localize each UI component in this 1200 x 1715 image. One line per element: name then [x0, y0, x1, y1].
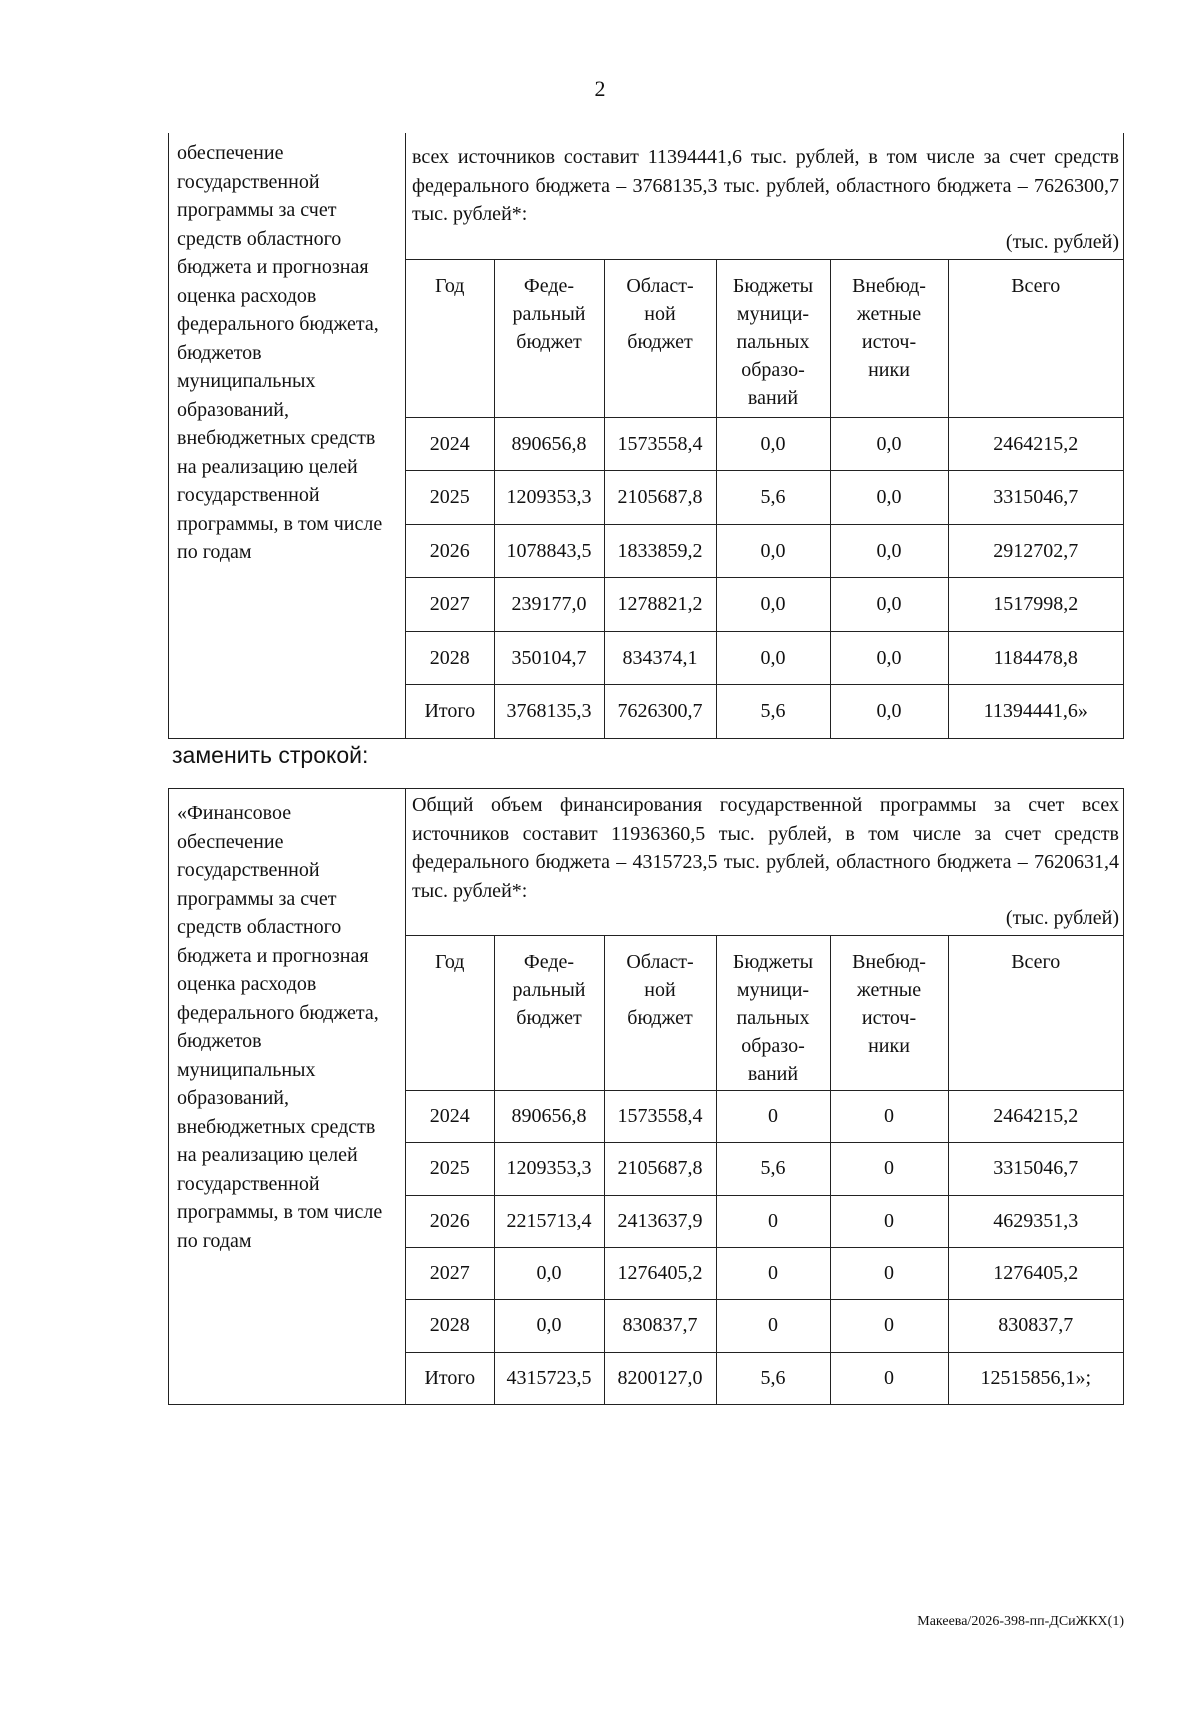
cell-federal: 0,0	[494, 1247, 604, 1299]
cell-extrabudget: 0,0	[830, 578, 948, 632]
replace-instruction: заменить строкой:	[172, 742, 369, 768]
cell-municipal: 0	[716, 1195, 830, 1247]
cell-total: 11394441,6»	[948, 685, 1123, 738]
header-federal: Феде- ральный бюджет	[494, 936, 604, 1091]
cell-federal: 3768135,3	[494, 685, 604, 738]
cell-regional: 1573558,4	[604, 1090, 716, 1142]
original-row-block	[168, 133, 1124, 739]
cell-total: 4629351,3	[948, 1195, 1123, 1247]
cell-extrabudget: 0,0	[830, 417, 948, 471]
cell-federal: 890656,8	[494, 1090, 604, 1142]
cell-municipal: 0	[716, 1090, 830, 1142]
cell-federal: 2215713,4	[494, 1195, 604, 1247]
row-content	[406, 133, 1123, 738]
header-municipal: Бюджеты муници- пальных образо- ваний	[716, 936, 830, 1091]
cell-total: 830837,7	[948, 1300, 1123, 1352]
header-regional: Област- ной бюджет	[604, 936, 716, 1091]
header-year: Год	[406, 936, 494, 1091]
cell-year: 2028	[406, 1300, 494, 1352]
funding-paragraph: Общий объем финансирования государственной программы за счет всех источников составит 11936360,5 тыс. рублей, в том числе за счет средств федерального бюджета – 4315723,5 тыс. рублей, областного бюджета – 7620631,4 тыс. рублей*:	[412, 794, 1119, 902]
cell-regional: 1276405,2	[604, 1247, 716, 1299]
row-title: обеспечение государственной программы за счет средств областного бюджета и прогнозная оценка расходов федерального бюджета, бюджетов муниципальных образований, внебюджетных средств на реализацию целей государственной программы, в том числе по годам	[169, 133, 406, 738]
cell-year: 2024	[406, 1090, 494, 1142]
header-extrabudget: Внебюд- жетные источ- ники	[830, 259, 948, 417]
header-total: Всего	[948, 259, 1123, 417]
funding-table	[406, 935, 1123, 1404]
cell-year: 2025	[406, 471, 494, 525]
table-total-row	[406, 1352, 1123, 1404]
cell-municipal: 0,0	[716, 578, 830, 632]
cell-federal: 1209353,3	[494, 1143, 604, 1195]
cell-regional: 1833859,2	[604, 524, 716, 578]
cell-regional: 1573558,4	[604, 417, 716, 471]
header-federal: Феде- ральный бюджет	[494, 259, 604, 417]
cell-regional: 2105687,8	[604, 471, 716, 525]
cell-federal: 4315723,5	[494, 1352, 604, 1404]
cell-municipal: 0,0	[716, 524, 830, 578]
cell-municipal: 0,0	[716, 631, 830, 685]
funding-paragraph: всех источников составит 11394441,6 тыс. рублей, в том числе за счет средств федерального бюджета – 3768135,3 тыс. рублей, областного бюджета – 7626300,7 тыс. рублей*:	[412, 146, 1119, 225]
cell-year: 2027	[406, 1247, 494, 1299]
units-label: (тыс. рублей)	[1005, 230, 1119, 253]
cell-total: 1276405,2	[948, 1247, 1123, 1299]
cell-total: 2464215,2	[948, 1090, 1123, 1142]
cell-year: 2024	[406, 417, 494, 471]
cell-municipal: 5,6	[716, 1352, 830, 1404]
cell-extrabudget: 0,0	[830, 471, 948, 525]
cell-total: 3315046,7	[948, 471, 1123, 525]
cell-regional: 7626300,7	[604, 685, 716, 738]
cell-regional: 2105687,8	[604, 1143, 716, 1195]
cell-regional: 8200127,0	[604, 1352, 716, 1404]
table-header-row	[406, 259, 1123, 417]
cell-federal: 890656,8	[494, 417, 604, 471]
table-row	[406, 1195, 1123, 1247]
units-label: (тыс. рублей)	[1005, 907, 1119, 929]
cell-total: 2912702,7	[948, 524, 1123, 578]
cell-extrabudget: 0	[830, 1352, 948, 1404]
cell-total: 12515856,1»;	[948, 1352, 1123, 1404]
table-row	[406, 524, 1123, 578]
table-row	[406, 471, 1123, 525]
table-header-row	[406, 936, 1123, 1091]
table-row	[406, 631, 1123, 685]
cell-total: 2464215,2	[948, 417, 1123, 471]
cell-municipal: 5,6	[716, 685, 830, 738]
cell-municipal: 5,6	[716, 1143, 830, 1195]
cell-year: Итого	[406, 1352, 494, 1404]
table-row	[406, 1247, 1123, 1299]
cell-federal: 0,0	[494, 1300, 604, 1352]
document-reference: Макеева/2026-398-пп-ДСиЖКХ(1)	[917, 1614, 1124, 1629]
cell-total: 3315046,7	[948, 1143, 1123, 1195]
table-row	[406, 1143, 1123, 1195]
cell-federal: 1078843,5	[494, 524, 604, 578]
cell-municipal: 0	[716, 1247, 830, 1299]
cell-total: 1517998,2	[948, 578, 1123, 632]
cell-year: 2026	[406, 1195, 494, 1247]
header-total: Всего	[948, 936, 1123, 1091]
cell-extrabudget: 0	[830, 1143, 948, 1195]
header-municipal: Бюджеты муници- пальных образо- ваний	[716, 259, 830, 417]
cell-year: 2028	[406, 631, 494, 685]
cell-year: Итого	[406, 685, 494, 738]
replacement-row-block	[168, 788, 1124, 1405]
funding-table	[406, 259, 1123, 739]
table-row	[406, 578, 1123, 632]
cell-extrabudget: 0	[830, 1195, 948, 1247]
cell-extrabudget: 0,0	[830, 631, 948, 685]
row-content	[406, 789, 1123, 1404]
cell-extrabudget: 0	[830, 1090, 948, 1142]
cell-regional: 1278821,2	[604, 578, 716, 632]
table-row	[406, 1090, 1123, 1142]
header-year: Год	[406, 259, 494, 417]
page-number: 2	[594, 76, 606, 101]
cell-extrabudget: 0	[830, 1247, 948, 1299]
cell-municipal: 5,6	[716, 471, 830, 525]
cell-regional: 834374,1	[604, 631, 716, 685]
header-extrabudget: Внебюд- жетные источ- ники	[830, 936, 948, 1091]
table-row	[406, 1300, 1123, 1352]
cell-federal: 350104,7	[494, 631, 604, 685]
cell-municipal: 0	[716, 1300, 830, 1352]
cell-year: 2025	[406, 1143, 494, 1195]
cell-regional: 2413637,9	[604, 1195, 716, 1247]
cell-municipal: 0,0	[716, 417, 830, 471]
table-total-row	[406, 685, 1123, 738]
cell-extrabudget: 0,0	[830, 685, 948, 738]
cell-extrabudget: 0,0	[830, 524, 948, 578]
header-regional: Област- ной бюджет	[604, 259, 716, 417]
cell-year: 2027	[406, 578, 494, 632]
cell-year: 2026	[406, 524, 494, 578]
cell-federal: 239177,0	[494, 578, 604, 632]
cell-regional: 830837,7	[604, 1300, 716, 1352]
cell-federal: 1209353,3	[494, 471, 604, 525]
cell-total: 1184478,8	[948, 631, 1123, 685]
row-title: «Финансовое обеспечение государственной программы за счет средств областного бюджета и прогнозная оценка расходов федерального бюджета, бюджетов муниципальных образований, внебюджетных средств на реализацию целей государственной программы, в том числе по годам	[169, 789, 406, 1404]
table-row	[406, 417, 1123, 471]
cell-extrabudget: 0	[830, 1300, 948, 1352]
